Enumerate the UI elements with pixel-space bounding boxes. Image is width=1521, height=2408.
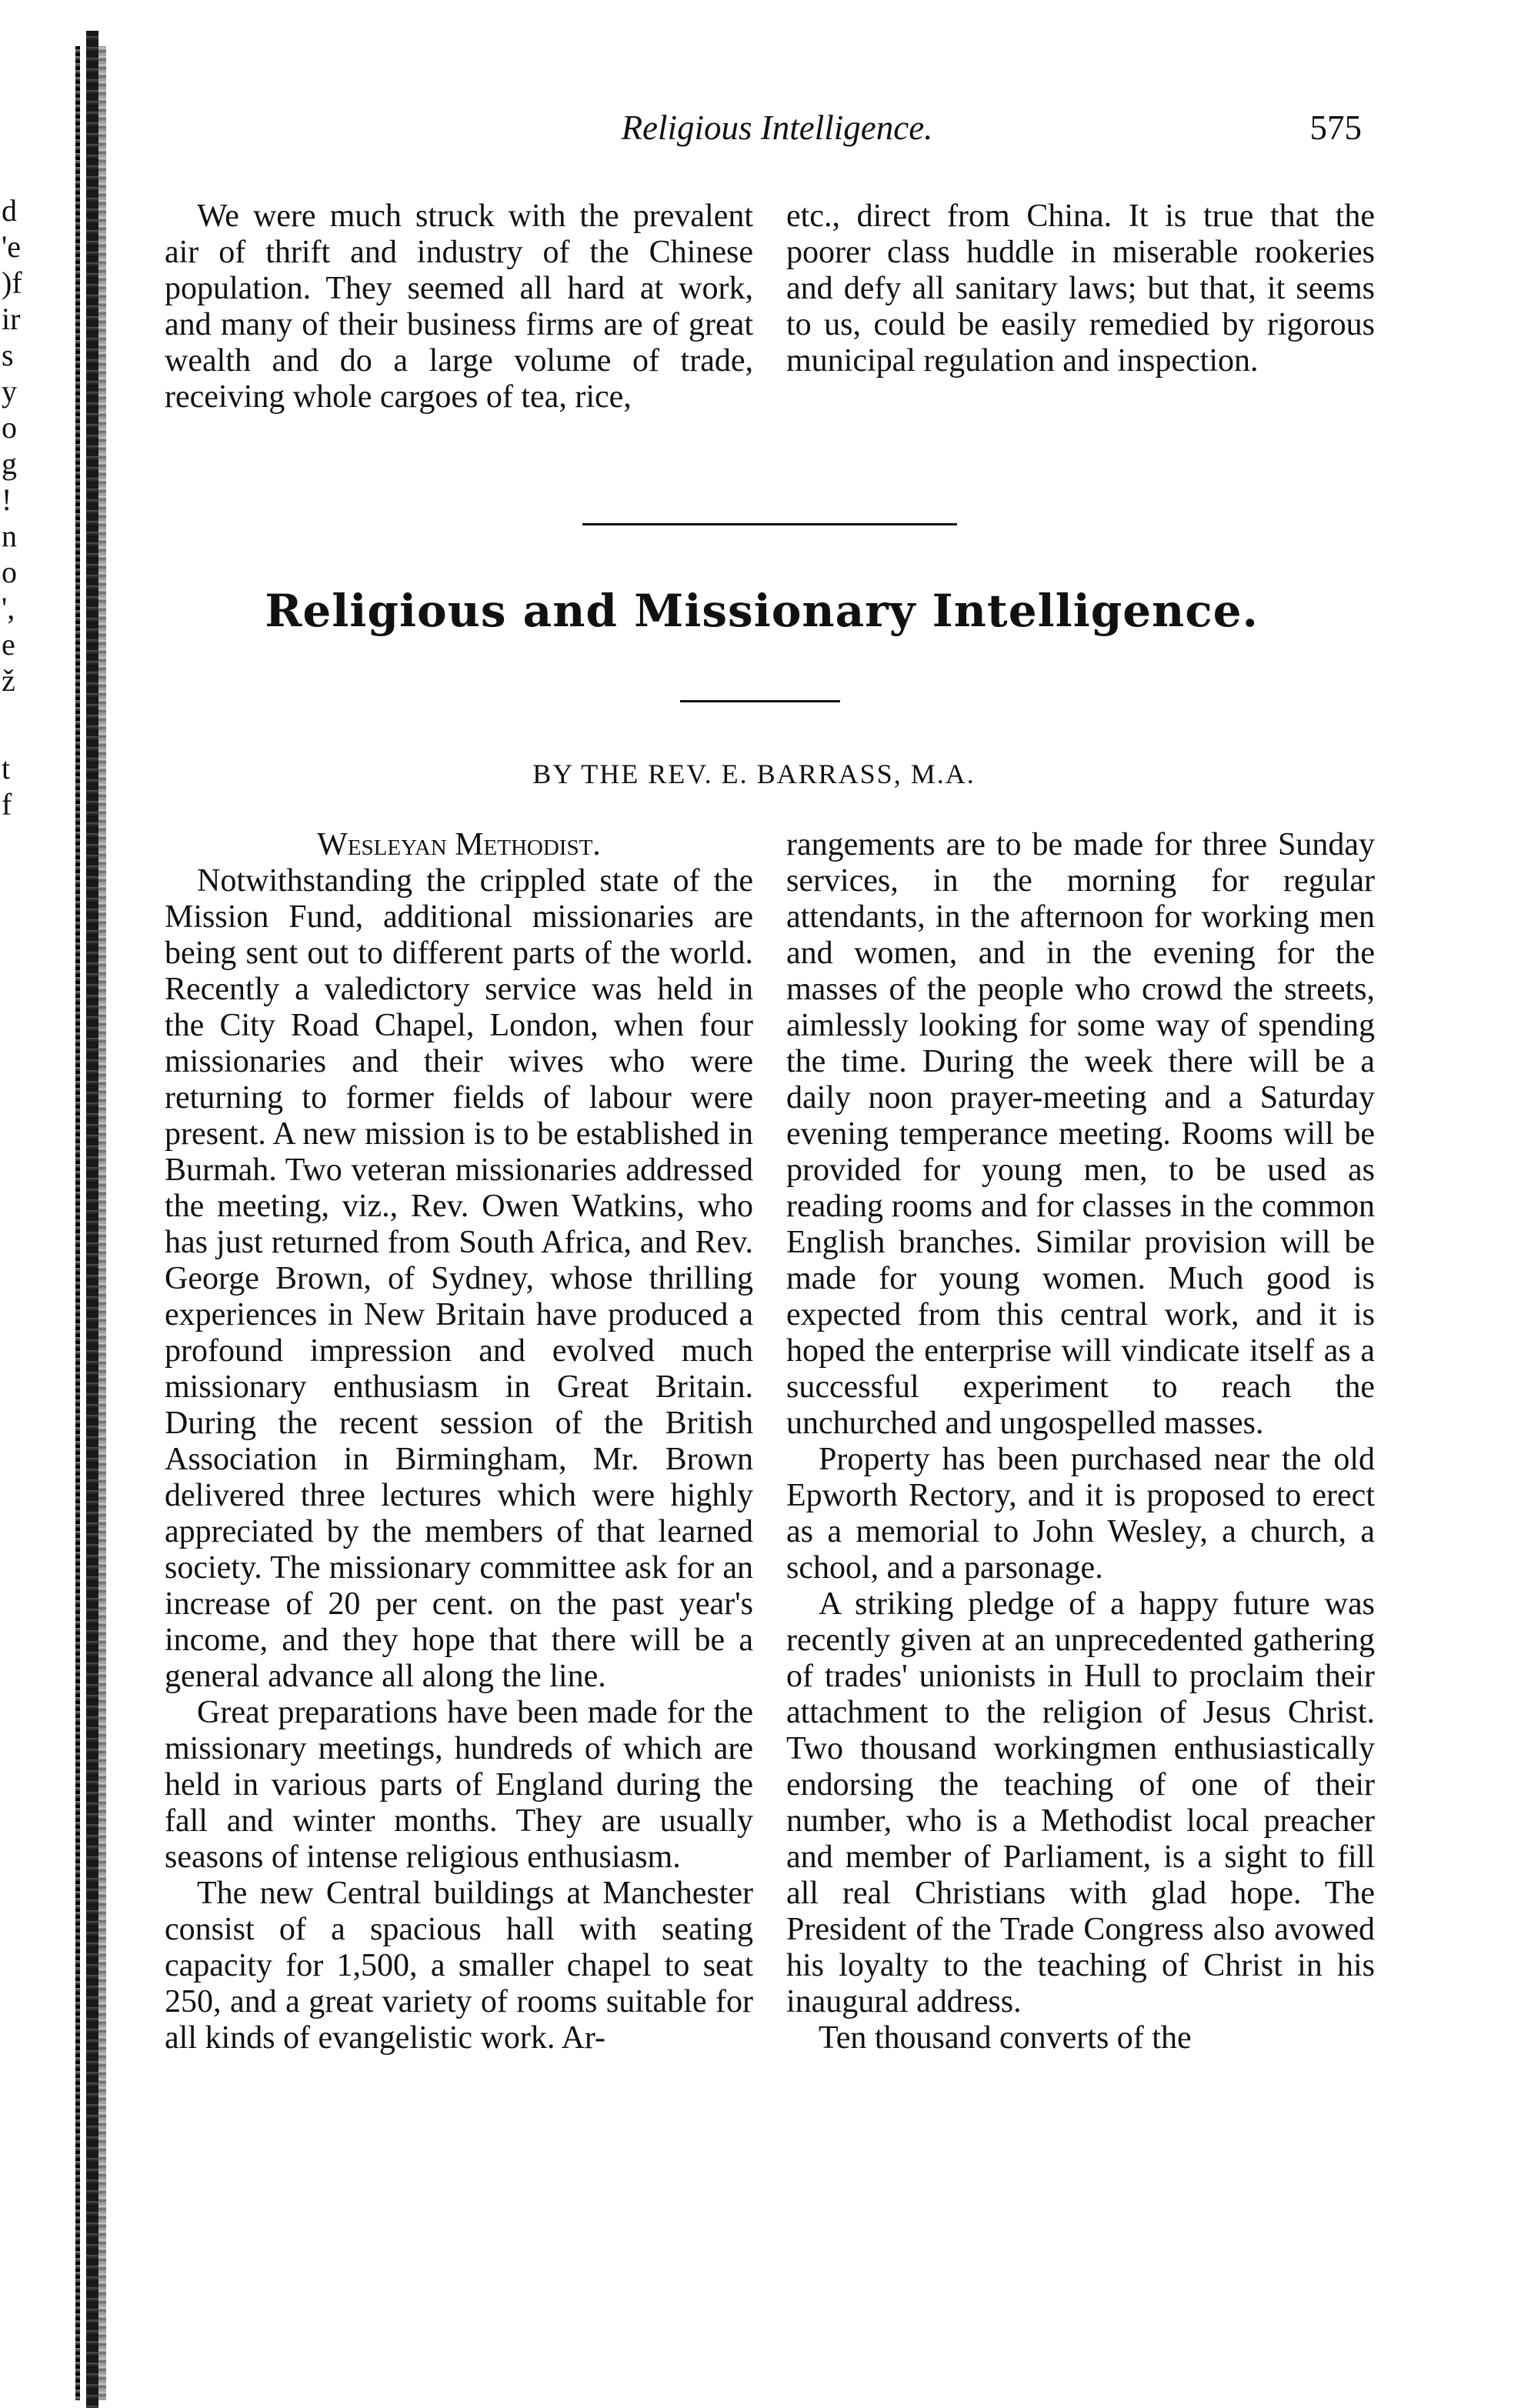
running-head: Religious Intelligence. [621,108,933,147]
margin-bleed-lower [2,750,25,822]
paragraph: A striking pledge of a happy future was recently given at an unprecedented gathering of trades' unionists in Hull to proclaim their attachment to the religion of Jesus Christ. Two thousand workingmen enthusiastically endorsing the teaching of one of their number, who is a Methodist local preacher and member of Parliament, is a sight to fill all real Christians with glad hope. The President of the Trade Congress also avowed his loyalty to the teaching of Christ in his inaugural address. [786,1586,1375,2019]
bleed-letter: o [2,555,17,589]
bleed-letter: n [2,519,17,553]
right-article-column [786,827,1375,2056]
page-number: 575 [1309,108,1362,147]
bleed-letter: ž [2,663,15,698]
paragraph: Ten thousand converts of the [819,2020,1192,2056]
heading-underline-rule [680,700,840,702]
binding-texture [98,46,106,2400]
bleed-letter: t [2,751,11,785]
top-article-right-text: etc., direct from China. It is true that the poorer class huddle in miserable rookeries and defy all sanitary laws; but that, it seems to us, could be easily remedied by rigorous municipal regulation and inspection. [786,198,1375,379]
bleed-letter: d [2,193,17,228]
denomination-subhead: Wesleyan Methodist. [317,827,601,862]
bleed-letter: f [2,787,12,822]
bleed-letter: y [2,374,17,409]
paragraph: rangements are to be made for three Sunday services, in the morning for regular attendants, in the afternoon for working men and women, and in the evening for the masses of the people who crowd the streets, aimlessly looking for some way of spending the time. During the week there will be a daily noon prayer-meeting and a Saturday evening temperance meeting. Rooms will be provided for young men, to be used as reading rooms and for classes in the common English branches. Similar provision will be made for young women. Much good is expected from this central work, and it is hoped the enterprise will vindicate itself as a successful experiment to reach the unchurched and ungospelled masses. [786,827,1375,1441]
paragraph: Great preparations have been made for the missionary meetings, hundreds of which are held in various parts of England during the fall and winter months. They are usually seasons of intense religious enthusiasm. [165,1695,753,1875]
top-article-right-column [786,198,1375,379]
bleed-letter: g [2,446,17,481]
bleed-letter: e [2,627,15,662]
bleed-letter: o [2,410,17,445]
section-divider-rule [582,523,957,525]
bleed-letter: ! [2,482,12,517]
binding-shadow [75,46,80,2400]
top-article-left-column [165,198,753,415]
left-article-column [165,827,753,2056]
paragraph: Notwithstanding the crippled state of the Mission Fund, additional missionaries are being sent out to different parts of the world. Recently a valedictory service was held in the City Road Chapel, London, when four missionaries and their wives who were returning to former fields of labour were present. A new mission is to be established in Burmah. Two veteran missionaries addressed the meeting, viz., Rev. Owen Watkins, who has just returned from South Africa, and Rev. George Brown, of Sydney, whose thrilling experiences in New Britain have produced a profound impression and evolved much missionary enthusiasm in Great Britain. During the recent session of the British Association in Birmingham, Mr. Brown delivered three lectures which were highly appreciated by the members of that learned society. The missionary committee ask for an increase of 20 per cent. on the past year's income, and they hope that there will be a general advance all along the line. [165,863,753,1694]
bleed-letter: ', [2,591,15,625]
binding-edge [86,31,98,2408]
top-article-left-text: We were much struck with the prevalent air of thrift and industry of the Chinese population. They seemed all hard at work, and many of their business firms are of great wealth and do a large volume of trade, receiving whole cargoes of tea, rice, [165,198,753,415]
section-heading: Religious and Missionary Intelligence. [265,585,1259,637]
bleed-letter: 'e [2,229,21,264]
bleed-letter: ir [2,302,21,336]
bleed-letter: )f [2,265,22,300]
paragraph: Property has been purchased near the old Epworth Rectory, and it is proposed to erect as a memorial to John Wesley, a church, a school, and a parsonage. [786,1442,1375,1586]
margin-bleed-upper [2,192,25,699]
byline: BY THE REV. E. BARRASS, M.A. [532,759,976,789]
bleed-letter: s [2,338,14,372]
paragraph: The new Central buildings at Manchester consist of a spacious hall with seating capacity for 1,500, a smaller chapel to seat 250, and a great variety of rooms suitable for all kinds of evangelistic work. Ar- [165,1876,753,2056]
